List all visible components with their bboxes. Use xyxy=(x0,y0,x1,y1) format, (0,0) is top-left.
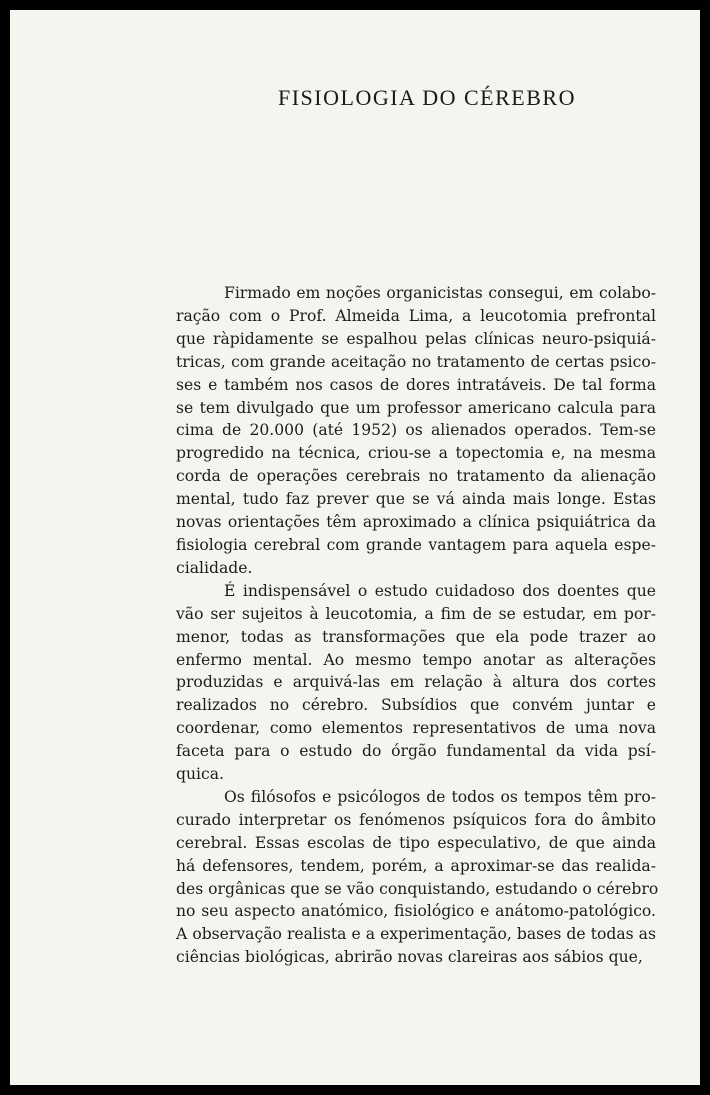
text-line: há defensores, tendem, porém, a aproximar-se das realida- xyxy=(176,856,656,875)
text-line: faceta para o estudo do órgão fundamental da vida psí- xyxy=(176,742,656,761)
text-line: cima de 20.000 (até 1952) os alienados operados. Tem-se xyxy=(176,421,656,440)
text-line: novas orientações têm aproximado a clínica psiquiátrica da xyxy=(176,513,656,532)
paragraph-2 xyxy=(176,580,656,786)
text-line: coordenar, como elementos representativos de uma nova xyxy=(176,719,656,738)
text-line: quica. xyxy=(176,765,224,784)
book-page xyxy=(10,10,700,1085)
text-line: tricas, com grande aceitação no tratamento de certas psico- xyxy=(176,352,656,371)
text-line: ses e também nos casos de dores intratáveis. De tal forma xyxy=(176,375,656,394)
text-line: ração com o Prof. Almeida Lima, a leucotomia prefrontal xyxy=(176,306,656,325)
text-line: se tem divulgado que um professor americano calcula para xyxy=(176,398,656,417)
text-line: fisiologia cerebral com grande vantagem para aquela espe- xyxy=(176,535,656,554)
text-line: Os filósofos e psicólogos de todos os tempos têm pro- xyxy=(224,787,656,806)
text-line: ciências biológicas, abrirão novas clareiras aos sábios que, xyxy=(176,948,643,967)
text-line: progredido na técnica, criou-se a topectomia e, na mesma xyxy=(176,444,656,463)
text-line: vão ser sujeitos à leucotomia, a fim de se estudar, em por- xyxy=(176,604,656,623)
body-text xyxy=(176,282,659,969)
text-line: produzidas e arquivá-las em relação à altura dos cortes xyxy=(176,673,656,692)
text-line: cialidade. xyxy=(176,558,253,577)
text-line: Firmado em noções organicistas consegui, em colabo- xyxy=(224,284,656,302)
text-line: que ràpidamente se espalhou pelas clínicas neuro-psiquiá- xyxy=(176,329,656,348)
text-line: menor, todas as transformações que ela pode trazer ao xyxy=(176,627,656,646)
text-line: corda de operações cerebrais no tratamento da alienação xyxy=(176,467,656,486)
text-line: cerebral. Essas escolas de tipo especulativo, de que ainda xyxy=(176,833,656,852)
text-line: realizados no cérebro. Subsídios que convém juntar e xyxy=(176,696,656,715)
text-line: des orgânicas que se vão conquistando, estudando o cérebro xyxy=(176,879,659,898)
chapter-heading: FISIOLOGIA DO CÉREBRO xyxy=(278,85,576,110)
text-line: enfermo mental. Ao mesmo tempo anotar as alterações xyxy=(176,650,656,669)
text-line: A observação realista e a experimentação, bases de todas as xyxy=(176,925,656,944)
text-line: mental, tudo faz prever que se vá ainda mais longe. Estas xyxy=(176,490,656,509)
text-line: É indispensável o estudo cuidadoso dos doentes que xyxy=(224,581,656,600)
text-line: curado interpretar os fenómenos psíquicos fora do âmbito xyxy=(176,810,656,829)
text-line: no seu aspecto anatómico, fisiológico e anátomo-patológico. xyxy=(176,902,656,921)
paragraph-3 xyxy=(176,786,659,969)
paragraph-1 xyxy=(176,282,656,580)
